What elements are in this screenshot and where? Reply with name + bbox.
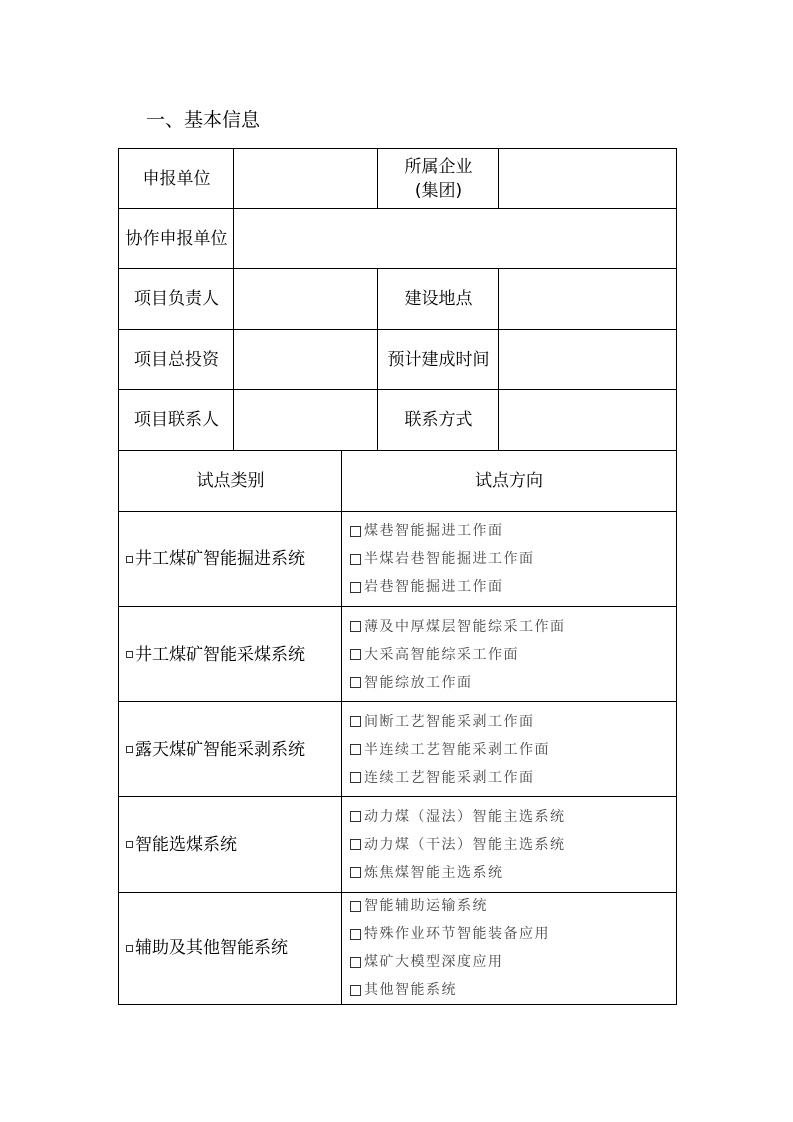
contact-field[interactable] [234,390,378,450]
direction-option[interactable] [350,948,676,976]
checkbox-icon[interactable] [350,811,361,822]
option-label: 动力煤（干法）智能主选系统 [364,836,566,853]
direction-option[interactable] [350,859,676,887]
option-label: 半煤岩巷智能掘进工作面 [364,551,535,567]
option-label: 动力煤（湿法）智能主选系统 [364,808,566,825]
direction-option[interactable] [350,803,676,831]
contact-label: 项目联系人 [134,410,219,430]
checkbox-icon[interactable] [350,621,361,632]
category-row-1[interactable] [119,511,342,607]
table-border [341,450,342,1005]
checkbox-icon[interactable] [350,649,361,660]
checkbox-icon[interactable] [350,526,361,537]
option-label: 岩巷智能掘进工作面 [364,579,504,595]
table-border [118,329,677,330]
checkbox-icon[interactable] [350,985,361,996]
category-row-3[interactable] [119,702,342,797]
checkbox-icon[interactable] [350,772,361,783]
direction-options-5 [342,892,676,1004]
contact-method-label: 联系方式 [404,410,473,430]
category-row-2[interactable] [119,607,342,702]
option-label: 半连续工艺智能采剥工作面 [364,741,550,758]
direction-option[interactable] [350,613,676,641]
table-border [118,389,677,390]
direction-options-3 [342,702,676,797]
table-border [377,268,378,450]
location-field[interactable] [499,269,676,329]
direction-option[interactable] [350,641,676,669]
direction-options-4 [342,797,676,892]
direction-option[interactable] [350,669,676,697]
checkbox-icon[interactable] [350,554,361,565]
contact-method-field[interactable] [499,390,676,450]
direction-header: 试点方向 [475,470,543,491]
option-label: 连续工艺智能采剥工作面 [364,769,535,786]
category-label: 井工煤矿智能采煤系统 [135,644,305,665]
checkbox-icon[interactable] [350,677,361,688]
checkbox-icon[interactable] [350,582,361,593]
checkbox-icon[interactable] [350,929,361,940]
location-label: 建设地点 [404,289,473,309]
investment-field[interactable] [234,329,378,390]
option-label: 煤矿大模型深度应用 [364,954,504,970]
option-label: 炼焦煤智能主选系统 [364,864,504,881]
table-border [118,148,677,149]
applicant-label: 申报单位 [142,169,211,189]
table-border [118,268,677,269]
table-border [118,511,677,512]
checkbox-icon[interactable] [126,556,133,563]
direction-option[interactable] [350,708,676,736]
table-border [118,701,677,702]
leader-label: 项目负责人 [134,289,219,309]
checkbox-icon[interactable] [350,839,361,850]
category-label: 智能选煤系统 [135,834,237,855]
completion-label: 预计建成时间 [387,349,490,370]
table-border [676,148,677,1005]
option-label: 薄及中厚煤层智能综采工作面 [364,618,566,635]
checkbox-icon[interactable] [350,957,361,968]
direction-options-2 [342,607,676,702]
table-border [377,148,378,208]
enterprise-label [378,149,499,209]
table-border [118,796,677,797]
category-row-4[interactable] [119,797,342,892]
option-label: 特殊作业环节智能装备应用 [364,926,550,942]
checkbox-icon[interactable] [350,716,361,727]
table-border [118,148,119,1005]
section-title: 一、基本信息 [146,109,261,131]
completion-field[interactable] [499,329,676,390]
checkbox-icon[interactable] [126,945,133,952]
co-applicant-field[interactable] [234,209,676,269]
category-label: 露天煤矿智能采剥系统 [135,739,305,760]
option-label: 智能辅助运输系统 [364,898,488,914]
option-label: 其他智能系统 [364,982,457,998]
direction-option[interactable] [350,892,676,920]
category-row-5[interactable] [119,892,342,1004]
checkbox-icon[interactable] [126,651,133,658]
checkbox-icon[interactable] [350,867,361,878]
checkbox-icon[interactable] [350,744,361,755]
table-border [118,208,677,209]
direction-option[interactable] [350,736,676,764]
table-border [118,892,677,893]
table-border [118,606,677,607]
table-border [498,268,499,450]
co-applicant-label: 协作申报单位 [125,229,228,249]
direction-option[interactable] [350,545,676,573]
category-header: 试点类别 [196,470,265,491]
enterprise-label-line2: (集团) [414,181,463,201]
checkbox-icon[interactable] [350,901,361,912]
table-border [118,1004,677,1005]
category-label: 井工煤矿智能掘进系统 [135,549,305,569]
table-border [118,450,677,451]
table-border [233,148,234,450]
direction-options-1 [342,511,676,607]
enterprise-field[interactable] [499,149,676,209]
option-label: 智能综放工作面 [364,674,473,691]
direction-option[interactable] [350,831,676,859]
investment-label: 项目总投资 [134,349,219,370]
option-label: 大采高智能综采工作面 [364,646,519,663]
table-border [498,148,499,208]
direction-option[interactable] [350,920,676,948]
option-label: 间断工艺智能采剥工作面 [364,713,535,730]
applicant-field[interactable] [234,149,378,209]
category-label: 辅助及其他智能系统 [135,938,288,958]
checkbox-icon[interactable] [126,746,133,753]
direction-option[interactable] [350,573,676,601]
enterprise-label-line1: 所属企业 [404,157,473,177]
direction-option[interactable] [350,517,676,545]
checkbox-icon[interactable] [126,841,133,848]
leader-field[interactable] [234,269,378,329]
direction-option[interactable] [350,976,676,1004]
option-label: 煤巷智能掘进工作面 [364,523,504,539]
direction-option[interactable] [350,764,676,792]
